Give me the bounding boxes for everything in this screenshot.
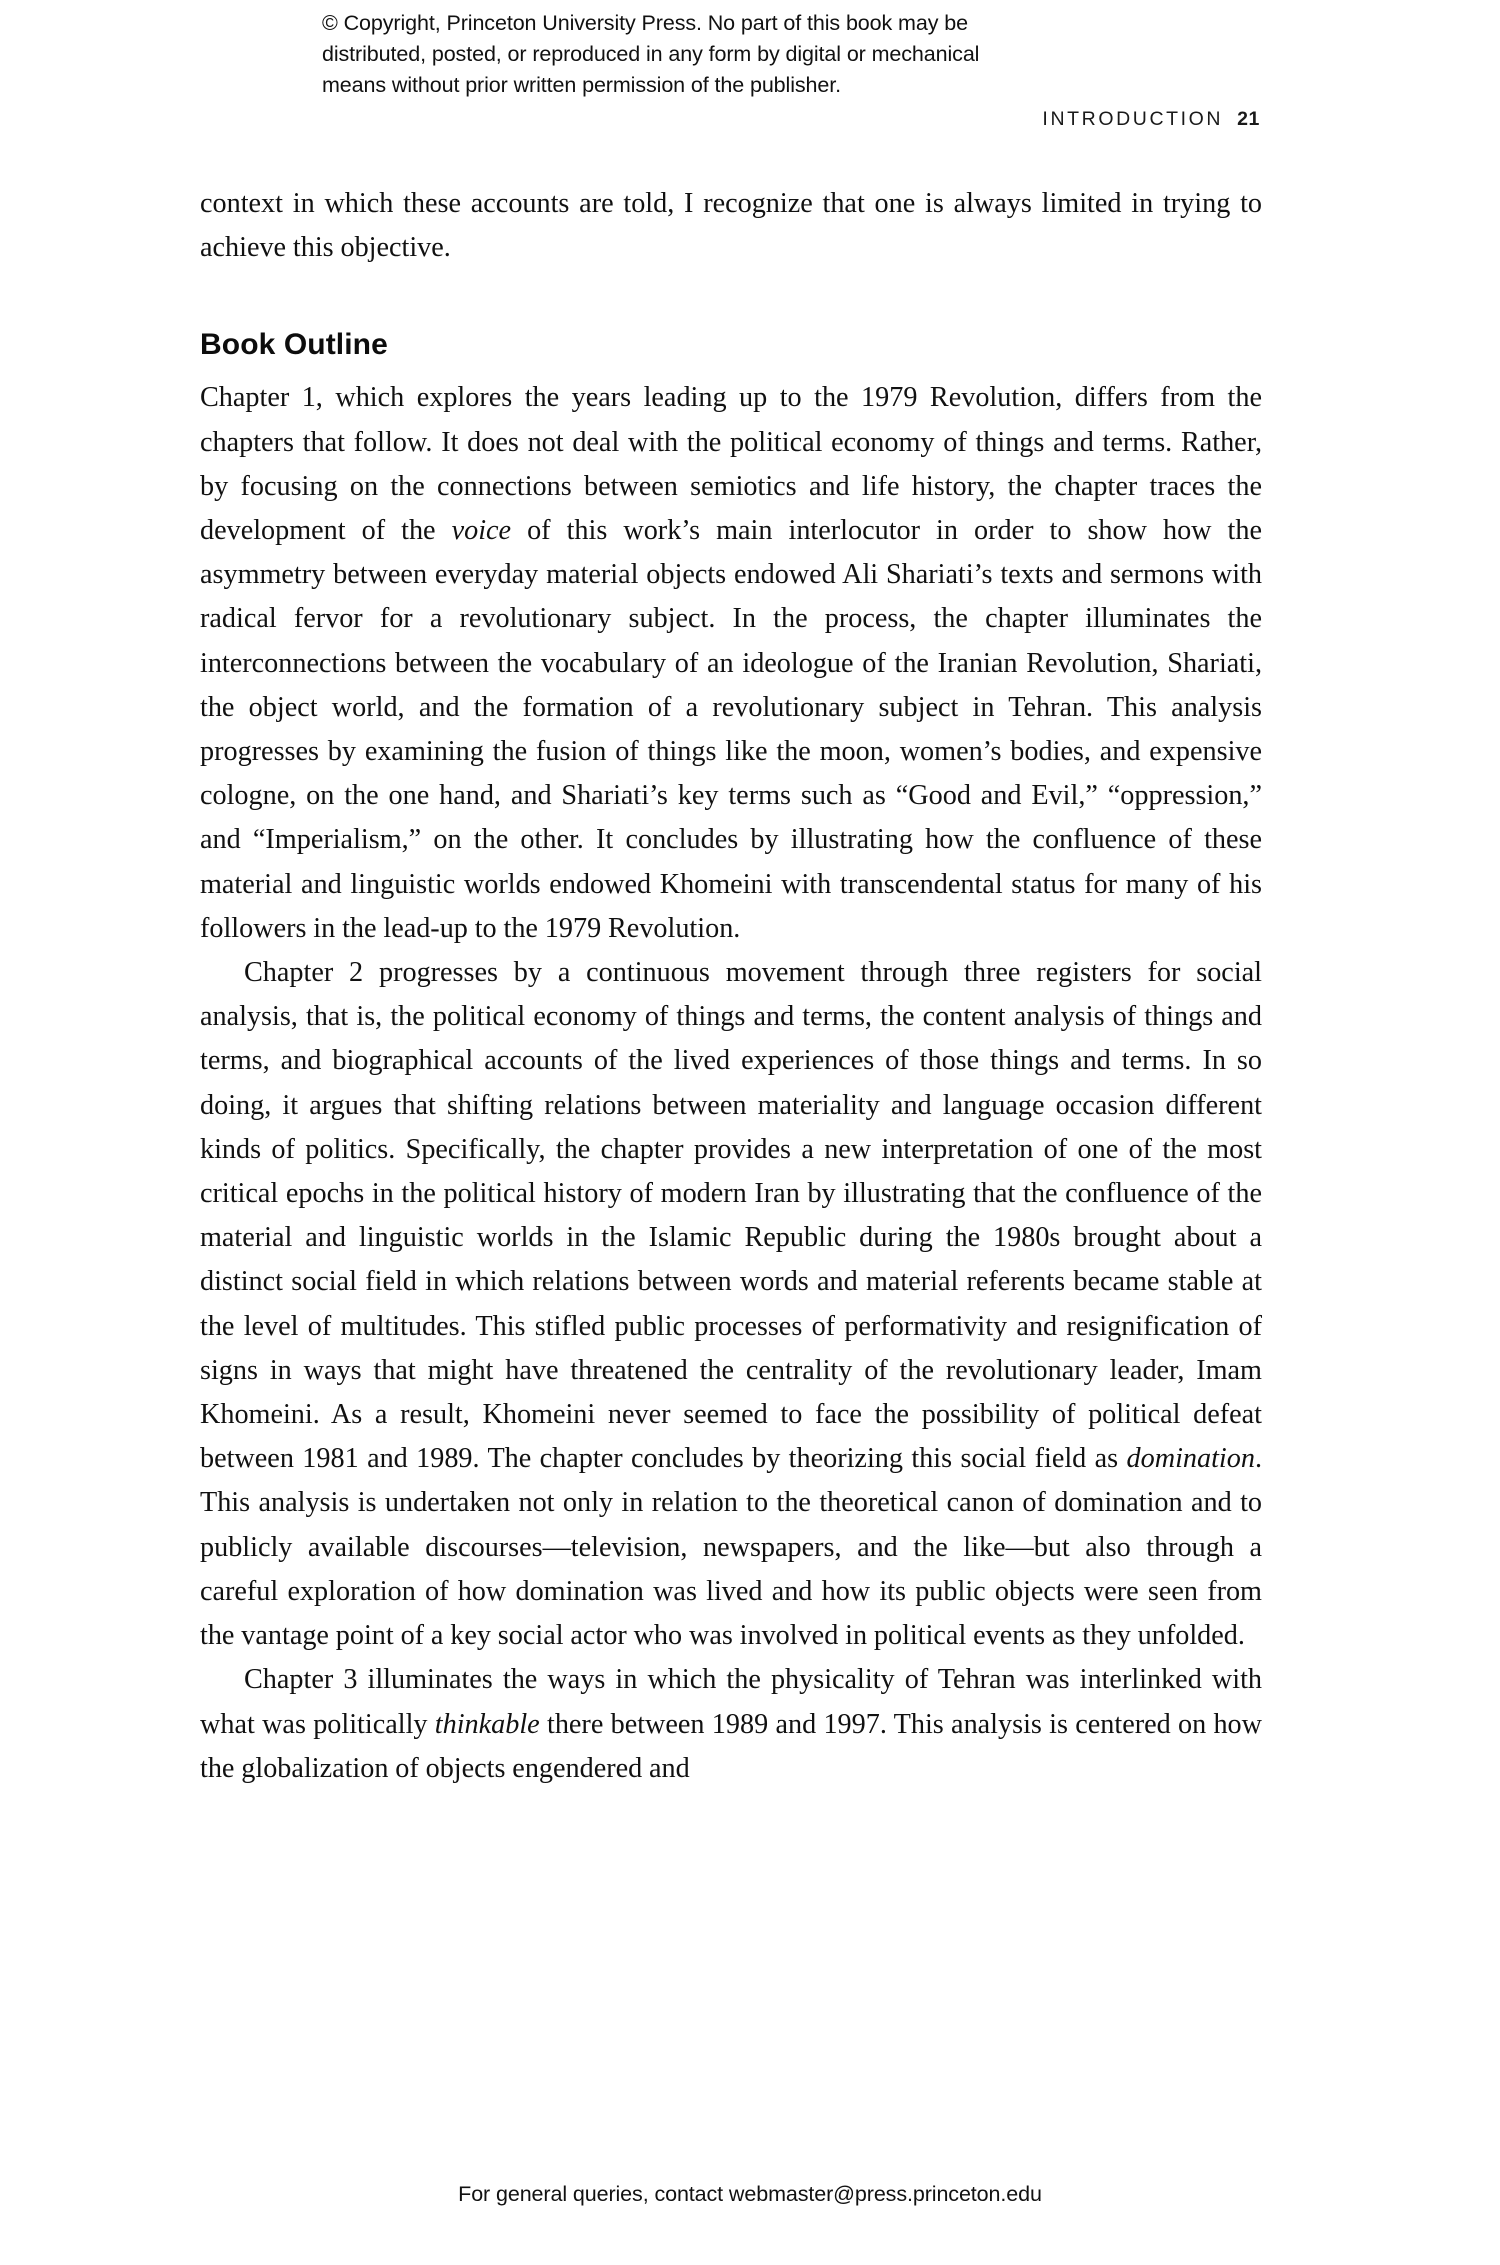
page-number: 21 [1237, 108, 1260, 130]
running-head-title: INTRODUCTION [1042, 108, 1224, 130]
copyright-notice [322, 8, 1162, 101]
chapter2-text-part1: Chapter 2 progresses by a continuous movement through three registers for social analysis, that is, the political economy of things and terms, the content analysis of things and terms, and biographical accounts of the lived experiences of those things and terms. In so doing, it argues that shifting relations between materiality and language occasion different kinds of politics. Specifically, the chapter provides a new interpretation of one of the most critical epochs in the political history of modern Iran by illustrating that the confluence of the material and linguistic worlds in the Islamic Republic during the 1980s brought about a distinct social field in which relations between words and material referents became stable at the level of multitudes. This stifled public processes of performativity and resignification of signs in ways that might have threatened the centrality of the revolutionary leader, Imam Khomeini. As a result, Khomeini never seemed to face the possibility of political defeat between 1981 and 1989. The chapter concludes by theorizing this social field as [200, 957, 1262, 1475]
copyright-line-2: distributed, posted, or reproduced in any form by digital or mechanical [322, 42, 980, 66]
copyright-line-1: © Copyright, Princeton University Press. No part of this book may be [322, 11, 968, 35]
chapter3-text-part1: Chapter 3 illuminates the ways in which the physicality of Tehran was interlinked with what was politically [200, 1664, 1262, 1740]
chapter2-paragraph [200, 951, 1262, 1658]
chapter1-paragraph [200, 376, 1262, 951]
footer-contact-text: For general queries, contact webmaster@press.princeton.edu [458, 2182, 1042, 2206]
chapter2-text-part2: . This analysis is undertaken not only in relation to the theoretical canon of domination and to publicly available discourses—television, newspapers, and the like—but also through a careful exploration of how domination was lived and how its public objects were seen from the vantage point of a key social actor who was involved in political events as they unfolded. [200, 1443, 1262, 1652]
chapter3-italic-thinkable: thinkable [434, 1708, 540, 1740]
continued-paragraph: context in which these accounts are told, I recognize that one is always limited in trying to achieve this objective. [200, 188, 1262, 264]
chapter3-text-part2: there between 1989 and 1997. This analysis is centered on how the globalization of objects engendered and [200, 1708, 1263, 1784]
copyright-line-3: means without prior written permission of the publisher. [322, 73, 842, 97]
page-footer [0, 2182, 1500, 2207]
chapter1-italic-voice: voice [451, 515, 512, 547]
chapter2-italic-domination: domination [1126, 1443, 1255, 1475]
chapter3-paragraph [200, 1658, 1262, 1791]
chapter1-text-part2: of this work’s main interlocutor in order to show how the asymmetry between everyday material objects endowed Ali Shariati’s texts and sermons with radical fervor for a revolutionary subject. In the process, the chapter illuminates the interconnections between the vocabulary of an ideologue of the Iranian Revolution, Shariati, the object world, and the formation of a revolutionary subject in Tehran. This analysis progresses by examining the fusion of things like the moon, women’s bodies, and expensive cologne, on the one hand, and Shariati’s key terms such as “Good and Evil,” “oppression,” and “Imperialism,” on the other. It concludes by illustrating how the confluence of these material and linguistic worlds endowed Khomeini with transcendental status for many of his followers in the lead-up to the 1979 Revolution. [200, 515, 1262, 944]
running-head [1042, 108, 1260, 131]
page-title: Book Outline [200, 328, 388, 362]
chapter1-text-part1: Chapter 1, which explores the years leading up to the 1979 Revolution, differs from the chapters that follow. It does not deal with the political economy of things and terms. Rather, by focusing on the connections between semiotics and life history, the chapter traces the development of the [200, 382, 1262, 547]
page-body [200, 182, 1262, 1791]
